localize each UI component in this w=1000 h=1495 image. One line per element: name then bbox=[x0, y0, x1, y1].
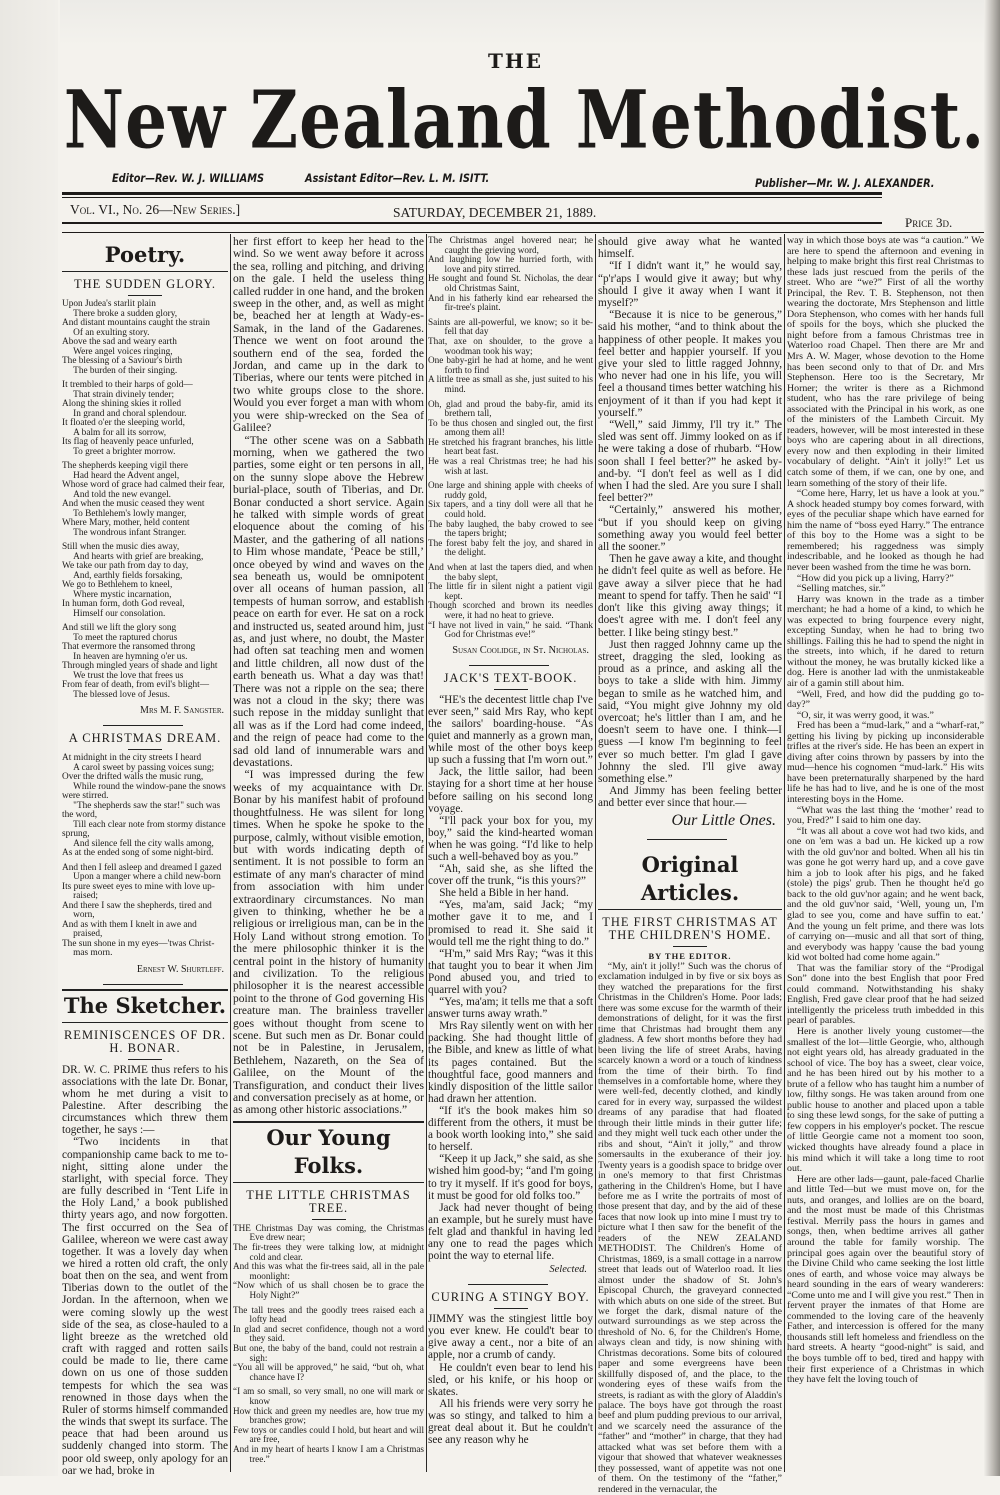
column-2 bbox=[233, 236, 424, 1472]
poem-line: To meet the raptured chorus bbox=[73, 632, 178, 643]
section-heading: The Sketcher. bbox=[62, 989, 228, 1023]
stanza bbox=[233, 1387, 424, 1464]
poem-line: The forest baby felt the joy, and shared in the delight. bbox=[428, 537, 593, 558]
left-margin-bleed bbox=[0, 0, 58, 1476]
paragraph: “It was all about a cove wot had two kids, and one on 'em was a bad un. He kicked up a row with the old guv'nor and bolted. When all his tin was gone he got werry hard up, and a cove gave him a job to look after his pigs, and he faked (stole) the pigs' grub. Then he thought he'd go back to the old guv'nor again; and he went back, and the old guv'nor said, ‘Well, young un, I'm glad to see you, come and have suffin to eat.’ And the young un felt prime, and there was lots of carrying on—music and all that sort of thing, and everybody was happy 'cause the bad young kid wot bolted had come home again.” bbox=[787, 825, 984, 964]
poem-line: That, axe on shoulder, to the grove a woodman took his way; bbox=[428, 335, 593, 356]
assistant-editor-credit: Assistant Editor—Rev. L. M. ISITT. bbox=[305, 171, 490, 185]
poem-line: And when the music ceased they went bbox=[62, 499, 205, 509]
poem-line: "The shepherds saw the star!" such was bbox=[73, 800, 221, 811]
poem-line: In glad and secret confidence, though not a word they said. bbox=[233, 1323, 424, 1344]
paragraph: He couldn't even bear to lend his sled, or his knife, or his hoop or skates. bbox=[428, 1361, 593, 1398]
publisher-credit: Publisher—Mr. W. J. ALEXANDER. bbox=[755, 176, 935, 190]
attribution: Mrs M. F. Sangster. bbox=[62, 705, 224, 726]
poem-line: sprung, bbox=[62, 829, 90, 839]
poem-line: And still we lift the glory song bbox=[62, 623, 177, 633]
poem-line: “You all will be approved,” he said, “but oh, what chance have I? bbox=[233, 1362, 424, 1382]
poem-line: And distant mountains caught the strain bbox=[62, 318, 210, 328]
poem-line: Himself our consolation. bbox=[73, 608, 166, 619]
paragraph: Here are other lads—gaunt, pale-faced Charlie and little Ted—but we must move on, for the nuts, and oranges, and lollies are on the board, and the most must be made of this Christmas festival. Merrily pass the hours in games and songs, then, when bedtime arrives all gather around the table for family worship. The principal goes again over the beautiful story of the Divine Child who came seeking the lost little ones of earth, and whose voice may always be heard sounding in the ears of weary wanderers: “Come unto me and I will give you rest.” Then in fervent prayer the inmates of that Home are commended to the loving care of the heavenly Father, and intercession is offered for the many thousands still left homeless and friendless on the hard streets. A hearty “good-night” is said, and the boys tumble off to bed, tired and happy with their first experience of a Christmas in which they have felt the loving touch of bbox=[787, 1173, 984, 1386]
stanza bbox=[233, 1224, 424, 1301]
poem-line: The Christmas angel hovered near; he caught the grieving word, bbox=[428, 235, 593, 255]
paragraph: JIMMY was the stingiest little boy you ever knew. He could't bear to give away a cent., nor a bite of an apple, nor a crumb of candy. bbox=[428, 1313, 593, 1362]
paragraph: “Certainly,” answered his mother, “but if you should keep on giving something away you would feel better all the sooner.” bbox=[598, 504, 782, 554]
poem-line: While round the window-pane the snows bbox=[73, 781, 226, 792]
poem-line: Where Mary, mother, held content bbox=[62, 518, 190, 528]
attribution: Selected. bbox=[428, 1264, 587, 1285]
attribution: Susan Coolidge, in St. Nicholas. bbox=[428, 645, 589, 666]
stanza bbox=[428, 318, 593, 395]
poem-line: Few toys or candles could I hold, but heart and will are free, bbox=[233, 1424, 424, 1445]
paragraph: Here is another lively young customer—the smallest of the lot—little Georgie, who, although not eight years old, has already graduated in the school of vice. The boy has a sweet, clear voice, and he has been hired out by his mother to a brute of a fellow who has taught him a number of low, filthy songs. He was taken around from one public house to another and placed upon a table to sing these lewd songs, for the sake of putting a few coppers in his employer's pocket. The rescue of little Georgie came not a moment too soon, wicked thoughts have already found a place in his mind which it will take a long time to root out. bbox=[787, 1026, 984, 1175]
paragraph: Mrs Ray silently went on with her packing. She had thought little of the Bible, and knew as little of what its pages contained. But the thoughtful face, good manners and kindly disposition of the little sailor had drawn her attention. bbox=[428, 1020, 593, 1105]
paragraph: DR. W. C. PRIME thus refers to his associations with the late Dr. Bonar, whom he met during a visit to Palestine. After describing the circumstances which threw them together, he says :— bbox=[62, 1063, 228, 1137]
column-1 bbox=[62, 236, 228, 1477]
poem-line: It trembled to their harps of gold— bbox=[62, 380, 193, 390]
poem-line: And then I fell asleep and dreamed I gazed bbox=[62, 862, 222, 873]
attribution: Our Little Ones. bbox=[598, 812, 776, 840]
poem-line: Its flag of heavenly peace unfurled, bbox=[62, 437, 194, 447]
poem-line: And hearts with grief are breaking, bbox=[73, 551, 204, 562]
paragraph: “Because it is nice to be generous,” said his mother, “and to think about the happiness of other people. It makes you feel better and happier yourself. If you give your sled to little ragged Johnny, who never had one in his life, you will feel a thousand times better watching his enjoyment of it than if you had kept it yourself.” bbox=[598, 309, 782, 419]
poem-line: One baby-girl he had at home, and he went forth to find bbox=[428, 355, 593, 375]
poem-line: Where mystic incarnation, bbox=[73, 589, 172, 600]
poem-line: We take our path from day to day, bbox=[62, 561, 189, 571]
poem-line: The wondrous infant Stranger. bbox=[73, 527, 187, 538]
poem-line: Saints are all-powerful, we know; so it be-fell that day bbox=[428, 316, 593, 337]
page-bleed-through bbox=[60, 0, 985, 46]
column-3 bbox=[428, 236, 593, 1472]
editor-credit: Editor—Rev. W. J. WILLIAMS bbox=[112, 171, 265, 185]
poem-line: Oh, glad and proud the baby-fir, amid its brethern tall, bbox=[428, 398, 593, 419]
poem-line: That strain divinely tender; bbox=[73, 389, 175, 400]
poem-line: A balm for all its sorrow, bbox=[73, 427, 167, 438]
paragraph: “H'm,” said Mrs Ray; “was it this that taught you to bear it when Jim Pond abused you, and tried to quarrel with you? bbox=[428, 947, 593, 996]
stanza bbox=[428, 400, 593, 477]
column-5 bbox=[787, 236, 984, 1472]
poem-line: A little tree as small as she, just suited to his mind. bbox=[428, 374, 593, 394]
paragraph: “Well,” said Jimmy, I'll try it.” The sled was sent off. Jimmy looked on as if he were taking a dose of rhubarb. “How soon shall I feel better?” he asked by-and-by. “I don't feel as well as I did when I had the sled. Are you sure I shall feel better?” bbox=[598, 419, 782, 505]
paragraph: “Come here, Harry, let us have a look at you.” A shock headed stumpy boy comes forward, with eyes of the peculiar shape which have earned for him the name of “boss eyed Harry.” The entrance of this boy to the Home was a sight to be remembered; his raggedness was simply indescribable, and he looked as though he had never been washed from the time he was born. bbox=[787, 488, 984, 573]
poem-line: In human form, doth God reveal, bbox=[62, 599, 185, 609]
stanza bbox=[233, 1306, 424, 1383]
poem-line: The little fir in silent night a patient vigil kept. bbox=[428, 581, 593, 601]
poem bbox=[233, 1224, 424, 1464]
poem-line: “I have not lived in vain,” he said. “Thank God for Christmas eve!” bbox=[428, 619, 593, 640]
poem-line: the word, bbox=[62, 810, 98, 820]
poem-line: Still when the music dies away, bbox=[62, 542, 180, 552]
volume-info: Vol. VI., No. 26—New Series.] bbox=[70, 202, 241, 217]
poem-line: Though scorched and brown its needles were, it had no heat to grieve. bbox=[428, 600, 593, 620]
stanza bbox=[62, 300, 228, 376]
poem-line: We go to Bethlehem to kneel, bbox=[62, 580, 173, 590]
price: Price 3d. bbox=[905, 215, 953, 230]
stanza bbox=[62, 381, 228, 457]
paragraph: Harry was known in the trade as a timber merchant; he had a home of a kind, to which he was expected to bring fourpence every night, excepting Sunday, when he had to bring two shillings. Failing this he had to spend the night in the streets, into which, if he dared to return without the money, he was brutally kicked like a dog. Here is another lad with the unmistakeable air of a gamin still about him. bbox=[787, 593, 984, 689]
paragraph: “I was impressed during the few weeks of my acquaintance with Dr. Bonar by his manifest habit of profound thoughtfulness. He was silent for long times. When he spoke he spoke to the purpose, calmly, without visible emotion, but with words indicating depth of sentiment. It is not possible to form an estimate of any man's character of mind from association with him under extraordinary circumstances. No man given to thinking, whether he be a religious or irreligious man, can be in the Holy Land without strong emotion. To the mere philosophic thinker it is the central point in the history of humanity and civilization. To the religious philosopher it is the nearest accessible point to the throne of God governing His creature man. The brainless traveller goes without thought from scene to scene. But such men as Dr. Bonar could not be in Palestine, in Jerusalem, Bethlehem, Nazareth, on the Sea of Galilee, on the Mount of the Transfiguration, and conduct their lives and conversation precisely as at home, or as among other historic associations.” bbox=[233, 769, 424, 1117]
section-heading: Poetry. bbox=[62, 240, 228, 272]
poem-line: Upon a manger where a child new-born bbox=[73, 872, 221, 882]
paragraph: “Two incidents in that companionship came back to me to-night, sitting alone under the starlight, with special force. They are fully described in ‘Tent Life in the Holy Land,’ a book published thirty years ago, and now forgotten. The first occurred on the Sea of Galilee, whereon we were cast away together. It was a lovely day when we hired a rotten old craft, the only boat then on the sea, and went from Tiberias down to the outlet of the Jordan. In the afternoon, when we were coming slowly up the west side of the sea, as close-hauled to a light breeze as the wretched old craft with ragged and rotten sails could be made to lie, there came down on us one of those sudden tempests for which the sea was renowned in those days when the Ruler of storms himself commanded the winds that swept its surface. The peace that had been around us suddenly changed into storm. The poor old sweep, only apology for an oar we had, broke in bbox=[62, 1136, 228, 1477]
column-top-rule bbox=[62, 232, 984, 233]
poem-line: In grand and choral splendour. bbox=[73, 408, 187, 419]
poem-line: That evermore the ransomed throng bbox=[62, 642, 196, 652]
paragraph: And Jimmy has been feeling better and better ever since that hour.— bbox=[598, 785, 782, 810]
poem-line: And when at last the tapers died, and when the baby slept, bbox=[428, 562, 593, 582]
poem-line: And in his fatherly kind ear rehearsed the fir-tree's plaint. bbox=[428, 292, 593, 313]
paragraph: “Yes, ma'am, said Jack; “my mother gave it to me, and I promised to read it. She said it would tell me the right thing to do.” bbox=[428, 899, 593, 948]
poem-line: At midnight in the city streets I heard bbox=[62, 753, 202, 763]
article-byline: BY THE EDITOR. bbox=[648, 951, 732, 961]
issue-date: SATURDAY, DECEMBER 21, 1889. bbox=[393, 205, 597, 220]
stanza bbox=[62, 624, 228, 700]
column-4-original-articles bbox=[598, 846, 782, 1495]
poem-line: The tall trees and the goodly trees raised each a lofty head bbox=[233, 1304, 424, 1325]
stanza bbox=[428, 236, 593, 313]
poem-line: The fir-trees they were talking low, at midnight cold and clear. bbox=[233, 1242, 424, 1262]
paragraph: That was the familiar story of the “Prodigal Son” done into the best English that poor Fred could command. Notwithstanding his shaky English, Fred gave clear proof that he had seized intelligently the priceless truth imbedded in this pearl of parables. bbox=[787, 962, 984, 1027]
paragraph: “Yes, ma'am; it tells me that a soft answer turns away wrath.” bbox=[428, 996, 593, 1021]
paragraph: Then he gave away a kite, and thought he didn't feel quite as well as before. He gave away a silver piece that he had meant to spend for taffy. Then he said' “I don't like this giving away things; it does't agree with me. I don't feel any better. I like being stingy best.” bbox=[598, 553, 782, 639]
stanza bbox=[62, 864, 228, 959]
masthead-the: THE bbox=[488, 49, 544, 73]
poem-line: To greet a brighter morrow. bbox=[73, 446, 176, 457]
poem-line: “I am so small, so very small, no one will mark or know bbox=[233, 1386, 424, 1406]
article-title: JACK'S TEXT-BOOK. bbox=[428, 672, 593, 690]
poem-line: Whose word of grace had calmed their fear, bbox=[62, 480, 225, 490]
poem-line: Along the shining skies it rolled bbox=[62, 399, 182, 409]
poem-line: Upon Judea's starlit plain bbox=[62, 299, 156, 309]
poem-line: Through mingled years of shade and light bbox=[62, 661, 218, 671]
poem-line: And told the new evangel. bbox=[73, 489, 172, 500]
paragraph: should give away what he wanted himself. bbox=[598, 236, 782, 261]
poem-line: We trust the love that frees us bbox=[73, 670, 184, 681]
poem-line: As at the ended song of some night-bird. bbox=[62, 848, 214, 858]
masthead-rule bbox=[62, 192, 882, 195]
paragraph: Just then ragged Johnny came up the street, dragging the sled, looking as proud as a prince, and asking all the boys to take a slide with him. Jimmy began to smile as he watched him, and said, “You might give Johnny my old overcoat; he's littler than I am, and he doesn't seem to have one. I think—I guess —I know I'm beginning to feel ever so much better. I'm glad I gave Johnny the sled. I'll give away something else.” bbox=[598, 638, 782, 785]
poem bbox=[428, 236, 593, 640]
poem-line: To be thus chosen and singled out, the first among them all! bbox=[428, 417, 593, 438]
paragraph: “I'll pack your box for you, my boy,” said the kind-hearted woman when he was going. “I'd like to help such a well-behaved boy as you.” bbox=[428, 814, 593, 863]
poem-line: “Now which of us shall chosen be to grace the Holy Night?” bbox=[233, 1280, 424, 1300]
poem-line: raised; bbox=[73, 891, 98, 901]
paragraph: She held a Bible in her hand. bbox=[439, 887, 569, 900]
poem-line: The sun shone in my eyes—'twas Christ- bbox=[62, 938, 215, 949]
poem-line: worn, bbox=[73, 910, 95, 920]
paragraph: way in which those boys ate was “a caution.” We are here to spend the afternoon and evening in helping to make bright this first real Christmas to these lads just rescued from the perils of the street. Who are “we?” First of all the worthy Principal, the Rev. T. B. Stephenson, not then wearing the doctorate, Mrs Stephenson and little Dora Stephenson, who comes with her hands full of spoils for the boys, which she plucked the night before from a famous Christmas tree in Waterloo road Chapel. Then there are Mr and Mrs A. W. Mager, whose devotion to the Home has been second only to that of Dr. and Mrs Stephenson. Here too is the Secretary, Mr Horner; the writer is there as a Richmond student, who has the rare privilege of being associated with the Principal in his work, as one of the ministers of the Lambeth Circuit. My readers, however, will be most interested in these boys who are capering about in all directions, every now and then exploding in their limited vocabulary of delight. “Ain't it jolly!” Let us catch some of them, if we can, one by one, and learn something of the story of their life. bbox=[787, 235, 984, 489]
poem-line: Above the sad and weary earth bbox=[62, 337, 177, 347]
paragraph: “HE's the decentest little chap I've ever seen,” said Mrs Ray, who kept the sailors' boarding-house. “As quiet and mannerly as a grown man, while most of the other boys keep up such a fussing that I'm worn out.” bbox=[428, 693, 593, 767]
article-title: CURING A STINGY BOY. bbox=[428, 1291, 593, 1309]
poem-line: A carol sweet by passing voices sung; bbox=[73, 762, 215, 773]
poem-line: THE Christmas Day was coming, the Christmas Eve drew near; bbox=[233, 1222, 424, 1243]
poem-line: And this was what the fir-trees said, all in the pale moonlight: bbox=[233, 1261, 424, 1281]
poem-line: And laughing low he hurried forth, with love and pity stirred. bbox=[428, 254, 593, 274]
poem-line: The burden of their singing. bbox=[73, 365, 178, 376]
article-title: A CHRISTMAS DREAM. bbox=[62, 732, 228, 750]
poem-line: In heaven are hymning o'er us. bbox=[73, 651, 188, 662]
paragraph: “Keep it up Jack,” she said, as she wished him good-by; “and I'm going to try it myself. If it's good for boys, it must be good for old folks too.” bbox=[428, 1153, 593, 1202]
paragraph: “The other scene was on a Sabbath morning, when we gathered the two parties, some eight or ten persons in all, on the sunny slope above the Hebrew burial-place, south of Tiberias, and Dr. Bonar conducted a short service. Again he talked with simple words of great eloquence about the coming of his Master, and the gathering of all nations to Him whose mandate, ‘Peace be still,’ once obeyed by wind and waves on the sea beneath us, would be omnipotent over all oceans of human passion, all tempests of human sorrow, and establish peace on earth for ever. He sat on a rock and instructed us, seated around him, just as, and just where, no doubt, the Master had often sat teaching men and women and little children, all now dust of the earth beneath us. What a day was that! There was not a ripple on the sea; there was not a cloud in the sky; there was such repose in the midday sunlight that all was as if the Lord had come indeed, and the reign of peace had come to the sad old land of innumerable wars and devastations. bbox=[233, 434, 424, 770]
stanza bbox=[428, 563, 593, 640]
poem-line: The blessed love of Jesus. bbox=[73, 689, 170, 700]
page-edge-shadow bbox=[984, 0, 1000, 1476]
paragraph: Jack, the little sailor, had been staying for a short time at her house before sailing on his second long voyage. bbox=[428, 766, 593, 815]
attribution: Ernest W. Shurtleff. bbox=[62, 964, 224, 985]
poem bbox=[62, 300, 228, 700]
paragraph: “If I didn't want it,” he would say, “p'r'aps I would give it away; but why should I give it away when I want it myself?” bbox=[598, 260, 782, 310]
poem-line: From fear of death, from evil's blight— bbox=[62, 680, 210, 690]
stanza bbox=[62, 462, 228, 538]
poem-line: To Bethlehem's lowly manger, bbox=[73, 508, 187, 519]
poem-line: Over the drifted walls the music rung, bbox=[62, 772, 204, 782]
paragraph: All his friends were very sorry he was so stingy, and talked to him a great deal about it. But he couldn't see any reason why he bbox=[428, 1397, 593, 1447]
stanza bbox=[62, 754, 228, 859]
masthead-title: New Zealand Methodist. bbox=[63, 73, 986, 167]
poem-line: How thick and green my needles are, how true my branches grow; bbox=[233, 1405, 424, 1426]
paragraph: “Ah, said she, as she lifted the cover off the trunk, “is this yours?” bbox=[428, 863, 593, 888]
poem-line: Had heard the Advent angel, bbox=[73, 470, 180, 481]
poem-line: Till each clear note from stormy distance bbox=[73, 819, 226, 830]
poem-line: And there I saw the shepherds, tired and bbox=[62, 900, 212, 911]
poem-line: were stirred. bbox=[62, 791, 109, 801]
paragraph: Jack had never thought of being an example, but he surely must have felt glad and thankful in having led any one to read the pages which point the way to eternal life. bbox=[428, 1201, 593, 1263]
paragraph: “How did you pick up a living, Harry?” bbox=[796, 572, 954, 584]
paragraph: “My, ain't it jolly!” Such was the chorus of exclamation indulged in by five or six boys as they watched the preparations for the first Christmas in the Children's Home. Poor lads; there was some excuse for the warmth of their demonstrations of delight, for it was the first time that Christmas had brought them any gladness. A few short months before they had been living the life of street Arabs, having scarcely known a word or a touch of kindness from the time of their birth. To find themselves in a comfortable home, where they were well-fed, decently clothed, and kindly cared for in every way, surpassed the wildest dreams of any paradise that had floated through their little minds in their gutter life; and they might well tuck each other under the ribs and shout, “Ain't it jolly,” and throw somersaults in the exuberance of their joy. Twenty years is a goodish space to bridge over in one's memory to that first Christmas gathering in the Children's Home, but I have before me as I write the portraits of most of those present that day, and by the aid of these faces that now look up into mine I must try to picture what I then saw for the benefit of the readers of the NEW ZEALAND METHODIST. The Children's Home of Christmas, 1869, is a small cottage in a narrow street that leads out of Waterloo road. It lies almost under the shadow of St. John's Episcopal Church, the graveyard connected with which abuts on one side of the street. But we forget the dark, dismal nature of the outward surroundings as we step across the threshold of No. 6, for the Children's Home, always clean and tidy, is now shining with Christmas decorations. Some bits of coloured paper and some evergreens have been skillfully disposed of, and the place, to the wondering eyes of these waifs from the streets, is radiant as with the glory of Aladdin's palace. The boys have got through the roast beef and plum pudding previous to our arrival, and we scarcely need the assurance of the “father” and “mother” in charge, that they had attacked what was set before them with a vigour that showed that whatever weaknesses they possessed, want of appetite was not one of them. On the testimony of the “father,” rendered in the vernacular, the bbox=[598, 961, 782, 1495]
dateline-rule bbox=[62, 222, 882, 224]
poem-line: It floated o'er the sleeping world, bbox=[62, 418, 186, 428]
poem-line: He was a real Christmas tree; he had his wish at last. bbox=[428, 456, 593, 476]
poem-line: There broke a sudden glory, bbox=[73, 308, 178, 319]
poem-line: The shepherds keeping vigil there bbox=[62, 461, 188, 471]
paragraph: Fred has been a “mud-lark,” and a “wharf-rat,” getting his living by picking up inconsiderable trifles at the river's side. He has been an expert in diving after coins thrown by passers by into the mud—hence his cognomen “mud-lark.” His wits have been preternaturally sharpened by the hard life he has had to live, and he is one of the most interesting boys in the Home. bbox=[787, 720, 984, 805]
paragraph: “O, sir, it was werry good, it was.” bbox=[796, 709, 934, 721]
article-title: REMINISCENCES OF DR. H. BONAR. bbox=[62, 1029, 228, 1060]
article-title: THE SUDDEN GLORY. bbox=[62, 278, 228, 296]
poem bbox=[62, 754, 228, 959]
poem-line: Six tapers, and a tiny doll were all that he could hold. bbox=[428, 499, 593, 520]
stanza bbox=[62, 543, 228, 619]
poem-line: Of an exulting story. bbox=[73, 327, 150, 338]
masthead-rule-thin bbox=[62, 197, 882, 198]
poem-line: The blessing of a Saviour's birth bbox=[62, 356, 183, 366]
article-title: THE LITTLE CHRISTMAS TREE. bbox=[233, 1189, 424, 1220]
column-rule bbox=[230, 234, 231, 1472]
column-rule bbox=[426, 234, 427, 1472]
poem-line: He stretched his fragrant branches, his little heart beat fast. bbox=[428, 436, 593, 457]
stanza bbox=[428, 481, 593, 558]
section-heading: Original Articles. bbox=[598, 850, 782, 910]
poem-line: And, earthly fields forsaking, bbox=[73, 570, 183, 581]
poem-line: The baby laughed, the baby crowed to see the tapers bright; bbox=[428, 518, 593, 539]
article-title: THE FIRST CHRISTMAS AT THE CHILDREN'S HOME. bbox=[598, 916, 782, 947]
poem-line: Its pure sweet eyes to mine with love up- bbox=[62, 881, 215, 892]
paragraph: “What was the last thing the ‘mother’ read to you, Fred?” I said to him one day. bbox=[787, 804, 984, 827]
poem-line: But one, the baby of the band, could not restrain a sigh: bbox=[233, 1342, 424, 1363]
poem-line: And as with them I knelt in awe and bbox=[62, 919, 197, 930]
column-rule bbox=[784, 234, 785, 1472]
column-rule bbox=[595, 234, 596, 1472]
paragraph: “If it's the book makes him so different from the others, it must be a book worth looking into,” she said to herself. bbox=[428, 1104, 593, 1154]
section-heading: Our Young Folks. bbox=[233, 1121, 424, 1183]
paragraph: “Well, Fred, and how did the pudding go to-day?” bbox=[787, 688, 984, 711]
column-4-story bbox=[598, 236, 782, 846]
poem-line: One large and shining apple with cheeks of ruddy gold, bbox=[428, 480, 593, 500]
poem-line: He sought and found St. Nicholas, the dear old Christmas Saint, bbox=[428, 273, 593, 293]
poem-line: Were angel voices ringing, bbox=[73, 346, 173, 357]
poem-line: praised, bbox=[73, 929, 103, 939]
poem-line: And silence fell the city walls among, bbox=[73, 838, 214, 849]
poem-line: And in my heart of hearts I know I am a Christmas tree.” bbox=[233, 1443, 424, 1464]
poem-line: mas morn. bbox=[73, 948, 113, 958]
paragraph: “Selling matches, sir.” bbox=[796, 583, 886, 595]
paragraph: her first effort to keep her head to the wind. So we went away before it across the sea, rolling and pitching, and driving on the gale. I held the useless thing called rudder in one hand, and the broken sweep in the other, and, as well as might be, beached her at length at Wady-es-Samak, in the land of the Gadarenes. Thence we went on foot around the southern end of the sea, forded the Jordan, and came up in the dark to Tiberias, where our tents were pitched in two white groups close to the shore. Would you ever forget a man with whom you were ship-wrecked on the Sea of Galilee? bbox=[233, 236, 424, 435]
